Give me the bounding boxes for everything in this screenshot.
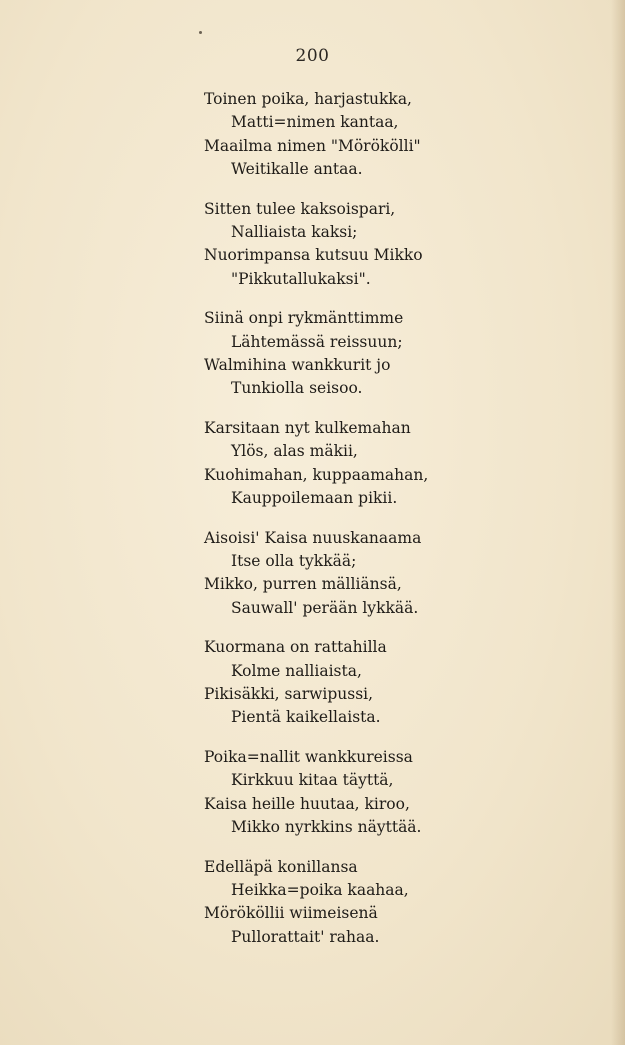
stanza-7 <box>204 746 428 839</box>
ink-speck <box>199 31 202 34</box>
poem-line: Aisoisi' Kaisa nuuskanaama <box>204 528 422 547</box>
poem-line: Lähtemässä reissuun; <box>231 332 403 351</box>
stanza-2 <box>204 198 428 291</box>
stanza-4 <box>204 417 428 510</box>
stanza-1 <box>204 88 428 181</box>
poem-body <box>204 88 428 966</box>
poem-line: Kolme nalliaista, <box>231 661 362 680</box>
poem-line: Kuormana on rattahilla <box>204 638 387 657</box>
poem-line: Nuorimpansa kutsuu Mikko <box>204 246 423 265</box>
poem-line: Itse olla tykkää; <box>231 552 357 571</box>
poem-line: Edelläpä konillansa <box>204 857 358 876</box>
poem-line: Pullorattait' rahaa. <box>231 927 380 946</box>
poem-line: Mikko, purren mälliänsä, <box>204 575 402 594</box>
stanza-6 <box>204 636 428 729</box>
page-number: 200 <box>295 46 330 66</box>
poem-line: Pientä kaikellaista. <box>231 708 381 727</box>
poem-line: Poika=nallit wankkureissa <box>204 748 413 767</box>
stanza-3 <box>204 307 428 400</box>
poem-line: Ylös, alas mäkii, <box>231 442 358 461</box>
poem-line: Toinen poika, harjastukka, <box>204 90 412 108</box>
poem-line: Sauwall' perään lykkää. <box>231 598 419 617</box>
poem-line: Kuohimahan, kuppaamahan, <box>204 465 429 484</box>
poem-line: Walmihina wankkurit jo <box>204 355 391 374</box>
poem-line: Kaisa heille huutaa, kiroo, <box>204 794 410 813</box>
poem-line: Mikko nyrkkins näyttää. <box>231 818 422 837</box>
poem-line: Kirkkuu kitaa täyttä, <box>231 771 394 790</box>
poem-line: Heikka=poika kaahaa, <box>231 881 409 900</box>
poem-line: Sitten tulee kaksoispari, <box>204 199 396 218</box>
poem-line: Mörököllii wiimeisenä <box>204 904 378 923</box>
poem-line: "Pikkutallukaksi". <box>231 269 371 288</box>
page-edge-shadow <box>611 0 625 1045</box>
poem-line: Weitikalle antaa. <box>231 159 363 178</box>
poem-line: Nalliaista kaksi; <box>231 222 358 241</box>
poem-line: Maailma nimen "Mörökölli" <box>204 136 421 155</box>
poem-line: Karsitaan nyt kulkemahan <box>204 419 411 438</box>
poem-line: Matti=nimen kantaa, <box>231 113 399 132</box>
stanza-5 <box>204 527 428 620</box>
poem-line: Pikisäkki, sarwipussi, <box>204 685 374 704</box>
poem-line: Siinä onpi rykmänttimme <box>204 309 404 328</box>
stanza-8 <box>204 856 428 949</box>
poem-line: Tunkiolla seisoo. <box>231 379 363 398</box>
poem-line: Kauppoilemaan pikii. <box>231 488 398 507</box>
